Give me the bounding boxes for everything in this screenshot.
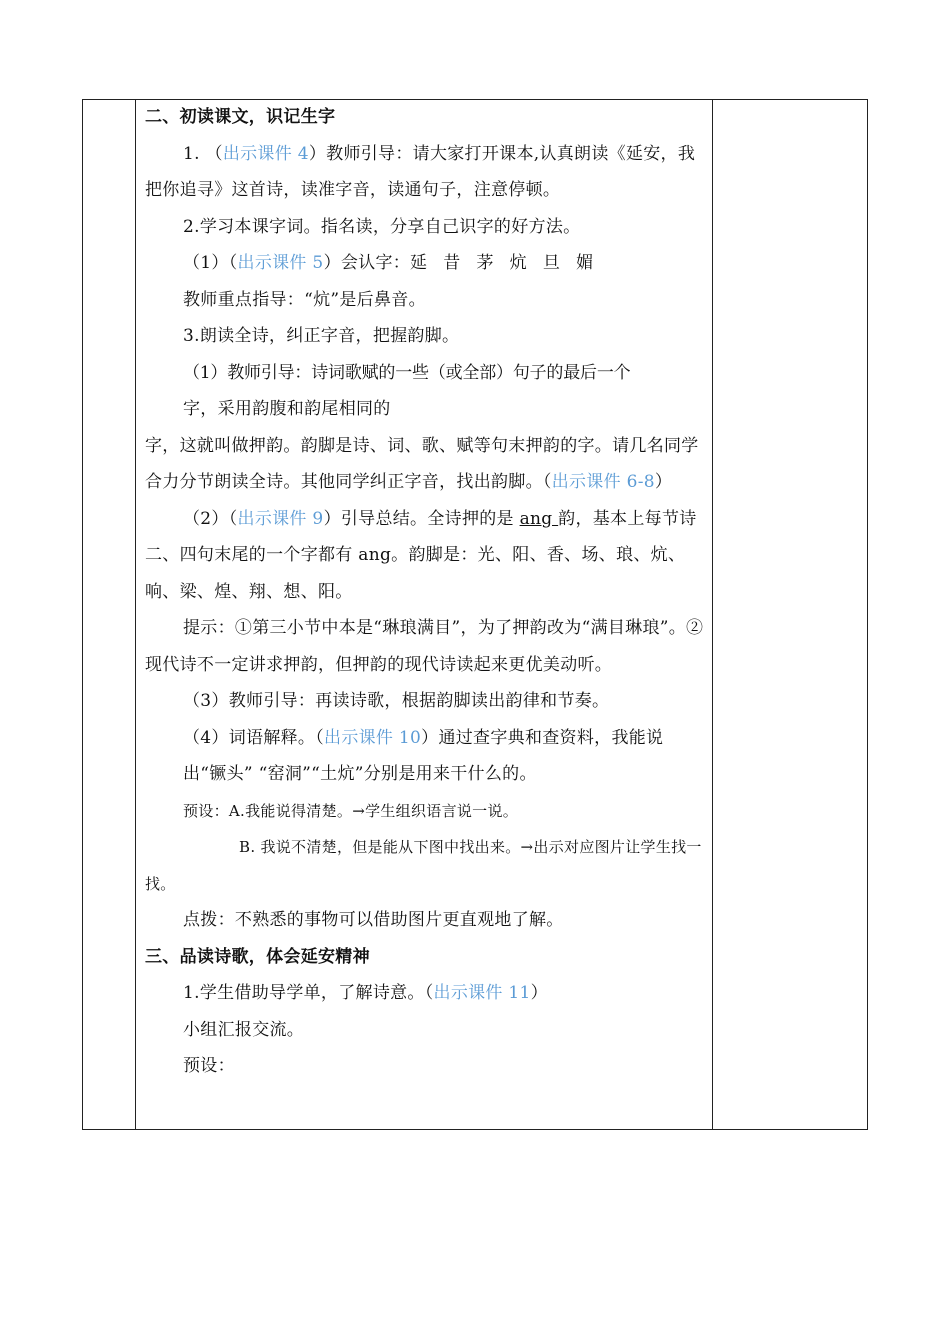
paragraph: （1）（出示课件 5）会认字：延 昔 茅 炕 旦 媚 — [183, 253, 594, 273]
paragraph: B. 我说不清楚，但是能从下图中找出来。→出示对应图片让学生找一找。 — [145, 838, 702, 893]
paragraph: 预设：A.我能说得清楚。→学生组织语言说一说。 — [183, 801, 519, 820]
table-column-divider — [712, 99, 713, 1130]
paragraph: 字，采用韵腹和韵尾相同的 — [183, 399, 391, 419]
paragraph: 提示：①第三小节中本是“琳琅满目”，为了押韵改为“满目琳琅”。②现代诗不一定讲求押韵，但押韵的现代诗读起来更优美动听。 — [145, 618, 704, 675]
paragraph: （3）教师引导：再读诗歌，根据韵脚读出韵律和节奏。 — [183, 691, 610, 711]
courseware-link[interactable]: 出示课件 10 — [324, 727, 422, 748]
paragraph: 1.学生借助导学单，了解诗意。（出示课件 11） — [183, 983, 548, 1003]
paragraph: 点拨：不熟悉的事物可以借助图片更直观地了解。 — [183, 910, 564, 930]
table-column-divider — [135, 99, 136, 1130]
paragraph: （2）（出示课件 9）引导总结。全诗押的是 ang 韵，基本上每节诗二、四句末尾的一个字都有 ang。韵脚是：光、阳、香、场、琅、炕、响、梁、煌、翔、想、阳。 — [145, 508, 697, 602]
paragraph: 2.学习本课字词。指名读，分享自己识字的好方法。 — [183, 216, 581, 237]
courseware-link[interactable]: 出示课件 11 — [433, 983, 531, 1003]
section-heading: 三、品读诗歌，体会延安精神 — [145, 946, 370, 967]
paragraph: 小组汇报交流。 — [183, 1019, 305, 1040]
paragraph: （1）教师引导：诗词歌赋的一些（或全部）句子的最后一个 — [183, 362, 631, 383]
paragraph: 3.朗读全诗，纠正字音，把握韵脚。 — [183, 326, 460, 346]
courseware-link[interactable]: 出示课件 9 — [237, 508, 324, 529]
section-heading: 二、初读课文，识记生字 — [145, 107, 336, 127]
paragraph: 预设： — [183, 1056, 235, 1076]
paragraph: （4）词语解释。（出示课件 10）通过查字典和查资料，我能说出“镢头” “窑洞”“土炕”分别是用来干什么的。 — [183, 727, 664, 784]
courseware-link[interactable]: 出示课件 4 — [222, 143, 309, 164]
lesson-content-cell — [145, 99, 705, 1085]
courseware-link[interactable]: 出示课件 5 — [237, 253, 324, 273]
paragraph: 1. （出示课件 4）教师引导：请大家打开课本,认真朗读《延安，我把你追寻》这首诗，读准字音，读通句子，注意停顿。 — [145, 143, 696, 200]
courseware-link[interactable]: 出示课件 6-8 — [551, 472, 655, 492]
paragraph: 字，这就叫做押韵。韵脚是诗、词、歌、赋等句末押韵的字。请几名同学合力分节朗读全诗。其他同学纠正字音，找出韵脚。（出示课件 6-8） — [145, 435, 699, 492]
paragraph: 教师重点指导：“炕”是后鼻音。 — [183, 289, 426, 310]
